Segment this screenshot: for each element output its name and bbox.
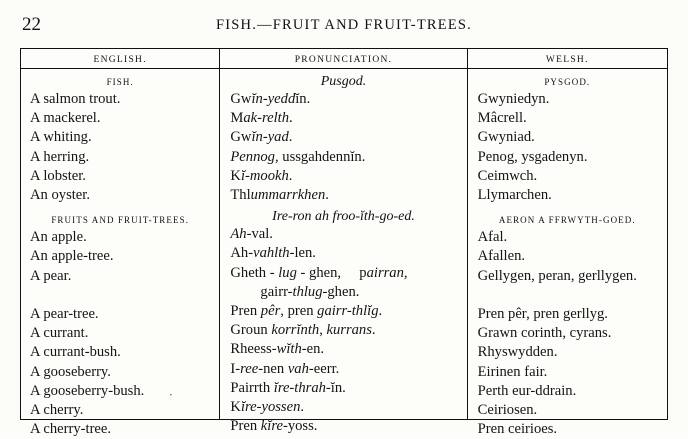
pron-tail: -nen	[258, 360, 288, 377]
pron-roman: K	[230, 167, 241, 184]
section-heading-fruits-welsh: AERON A FFRWYTH-GOED.	[498, 215, 636, 226]
list-item: Mâcrell.	[477, 110, 527, 127]
pron-tail: -en.	[301, 341, 325, 358]
section-heading-fruits-english: FRUITS AND FRUIT-TREES.	[51, 215, 190, 226]
pron-italic-2: gairr-thlĭg	[317, 303, 379, 320]
pron-roman: Thl	[230, 187, 251, 204]
pron-tail-2: ,	[403, 264, 408, 281]
ink-blemish: ·	[169, 387, 173, 402]
column-english	[21, 49, 220, 438]
list-item	[230, 302, 462, 321]
list-item: A gooseberry-bush.	[30, 382, 145, 399]
table-columns	[21, 49, 667, 438]
pron-italic: kĭre	[260, 418, 283, 435]
entry-list-english-fruits	[21, 228, 219, 439]
pron-italic: wĭth	[276, 341, 302, 358]
list-item	[230, 360, 462, 379]
entry-list-english-fish	[21, 90, 219, 205]
list-item	[230, 321, 462, 340]
list-item: An oyster.	[30, 187, 90, 204]
pron-italic: korrĭnth	[271, 322, 320, 339]
list-item	[230, 264, 462, 283]
list-item: Grawn corinth, cyrans.	[477, 325, 612, 342]
entry-list-welsh-fruits	[468, 228, 667, 439]
list-item: Gellygen, peran, gerllygen.	[477, 267, 637, 284]
list-item: A cherry-tree.	[30, 421, 112, 438]
pron-tail: ,	[319, 322, 327, 339]
pron-tail: -val.	[246, 226, 273, 243]
pron-roman: Groun	[230, 322, 272, 339]
pron-roman: I-	[230, 360, 241, 377]
pron-italic: ĭn-yedd	[251, 91, 296, 107]
column-header-welsh: WELSH.	[545, 55, 589, 65]
list-item	[230, 225, 462, 244]
page-number: 22	[22, 14, 41, 35]
pron-roman: gairr-	[260, 283, 293, 300]
list-item: Llymarchen.	[477, 187, 552, 204]
pron-italic: Pennog	[230, 148, 275, 165]
list-item	[230, 417, 462, 436]
pron-italic: ĭn-yad	[251, 129, 289, 146]
list-item-spacer	[478, 286, 663, 305]
list-item-continuation	[230, 283, 462, 302]
list-item: A currant-bush.	[30, 344, 121, 361]
pron-italic: thlug	[292, 283, 323, 300]
header-rule	[468, 68, 667, 69]
pron-tail: -yoss.	[282, 418, 318, 435]
pron-tail: ĭn.	[295, 91, 311, 107]
pron-italic: ummarrkhen	[250, 187, 326, 204]
pron-tail: .	[289, 110, 293, 127]
pron-tail: .	[288, 167, 293, 184]
list-item	[230, 148, 462, 167]
pron-italic: Ah	[230, 226, 247, 243]
pron-tail: -len.	[289, 245, 316, 262]
pron-italic: ĭ-mookh	[240, 167, 289, 184]
list-item: A mackerel.	[30, 110, 101, 127]
pron-roman: Gw	[230, 129, 252, 146]
column-header-english: ENGLISH.	[93, 55, 147, 65]
pron-italic-2: airran	[366, 264, 404, 281]
pron-italic-2: kurrans	[326, 322, 372, 339]
pron-italic: ĭre-yossen	[240, 399, 301, 416]
pron-italic: pêr	[260, 303, 281, 320]
list-item: An apple.	[30, 229, 87, 246]
pron-italic: lug	[274, 264, 297, 281]
pron-italic: ak-relth	[243, 110, 290, 127]
section-heading-fish-welsh: PYSGOD.	[544, 77, 591, 87]
pron-tail: , ussgahdennĭn.	[274, 148, 366, 165]
list-item: Afallen.	[477, 248, 526, 265]
page-header	[0, 14, 688, 38]
list-item	[230, 398, 462, 417]
header-rule	[21, 68, 219, 69]
list-item	[230, 379, 462, 398]
pron-tail-2: .	[371, 322, 376, 339]
pron-roman: Gheth -	[230, 264, 275, 281]
running-title: FISH.—FRUIT AND FRUIT-TREES.	[216, 17, 472, 33]
entry-list-pron-fish	[220, 90, 466, 205]
pron-italic: vahlth	[253, 245, 290, 262]
list-item	[230, 186, 462, 205]
section-heading-fish-pron: Pusgod.	[320, 74, 367, 89]
list-item: Gwyniedyn.	[477, 91, 550, 107]
list-item: Penog, ysgadenyn.	[477, 148, 588, 165]
list-item	[230, 244, 462, 263]
pron-roman: Gw	[230, 91, 252, 107]
column-welsh	[468, 49, 667, 438]
list-item	[230, 90, 462, 109]
pron-tail: .	[300, 399, 305, 416]
list-item	[230, 167, 462, 186]
column-header-pronunciation: PRONUNCIATION.	[294, 55, 393, 65]
list-item: Eirinen fair.	[477, 363, 548, 380]
section-heading-fruits-pron: Ire-ron ah froo-ĭth-go-ed.	[272, 209, 415, 225]
list-item: Pren pêr, pren gerllyg.	[477, 306, 608, 323]
list-item: A currant.	[30, 325, 89, 342]
entry-list-pron-fruits	[220, 225, 466, 436]
list-item	[230, 109, 462, 128]
list-item: A herring.	[30, 148, 90, 165]
pron-roman: Rheess-	[230, 341, 277, 358]
list-item: A cherry.	[30, 402, 84, 419]
pron-tail: , pren	[280, 303, 318, 320]
list-item: A whiting.	[30, 129, 92, 146]
pron-roman: Pren	[230, 303, 261, 320]
list-item: A lobster.	[30, 167, 86, 184]
pron-tail-2: .	[378, 303, 383, 320]
column-pronunciation	[220, 49, 467, 435]
list-item: An apple-tree.	[30, 248, 114, 265]
pron-roman: Ah-	[230, 245, 254, 262]
list-item: Gwyniad.	[477, 129, 535, 146]
list-item: A gooseberry.	[30, 363, 111, 380]
pron-roman: Pairrth	[230, 379, 274, 396]
list-item	[230, 340, 462, 359]
list-item: Ceiriosen.	[477, 402, 538, 419]
list-item: A salmon trout.	[30, 91, 121, 107]
pron-italic: ree	[240, 360, 259, 377]
pron-tail-2: -eerr.	[308, 360, 340, 377]
pron-roman: M	[230, 110, 244, 127]
list-item: Afal.	[477, 229, 508, 246]
entry-list-welsh-fish	[468, 90, 667, 205]
list-item: Ceimwch.	[477, 167, 538, 184]
pron-tail: .	[325, 187, 329, 204]
pron-italic: ĭre-thrah	[273, 379, 326, 396]
pron-tail: -ghen.	[322, 283, 360, 300]
pron-tail: .	[288, 129, 293, 146]
list-item-spacer	[30, 286, 215, 305]
list-item: A pear-tree.	[30, 306, 99, 323]
pron-tail: -ĭn.	[325, 379, 346, 396]
section-heading-fish-english: FISH.	[106, 77, 134, 87]
list-item: A pear.	[30, 267, 72, 284]
vocabulary-table	[20, 48, 668, 438]
list-item: Rhyswydden.	[477, 344, 558, 361]
pron-roman: K	[230, 399, 241, 416]
list-item: Perth eur-ddrain.	[477, 382, 577, 399]
pron-roman: Pren	[230, 418, 261, 435]
list-item: Pren ceirioes.	[477, 421, 558, 438]
header-rule	[220, 68, 466, 69]
list-item	[230, 128, 462, 147]
pron-tail: - ghen, p	[296, 264, 367, 281]
pron-italic-2: vah	[287, 360, 309, 377]
